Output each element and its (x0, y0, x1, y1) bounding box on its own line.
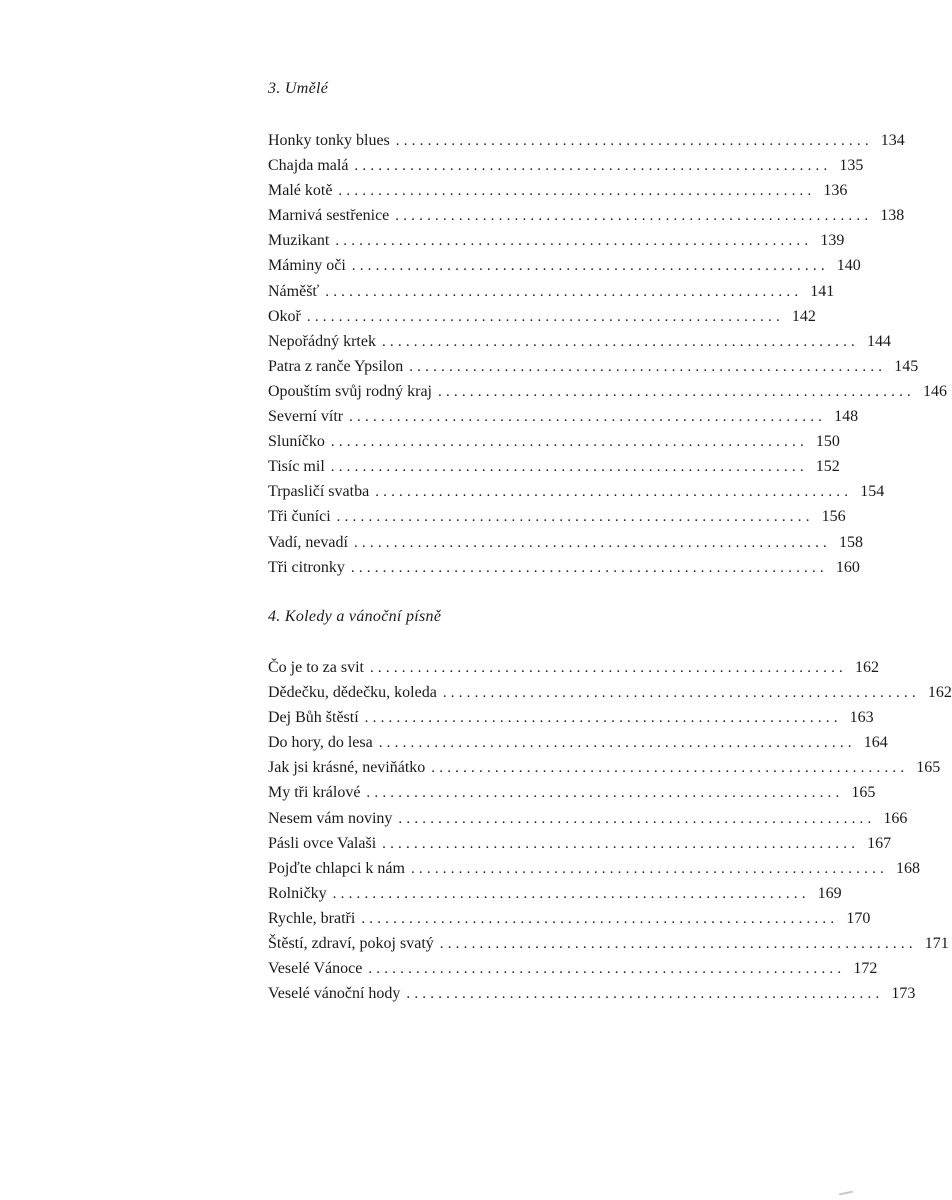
toc-entry-page-number: 160 (835, 558, 860, 576)
toc-entry (268, 178, 848, 203)
toc-entry-title: Malé kotě (268, 182, 333, 200)
toc-entry (268, 128, 905, 153)
toc-entry-title: Dědečku, dědečku, koleda (268, 684, 437, 702)
toc-entry-page-number: 171 (924, 935, 949, 953)
dot-leader: ............................................................ (381, 333, 859, 350)
toc-entry-page-number: 158 (838, 533, 863, 551)
dot-leader: ............................................................ (353, 534, 831, 551)
dot-leader: ............................................................ (332, 885, 810, 902)
toc-entry (268, 253, 861, 278)
toc-entry (268, 931, 949, 956)
toc-entry (268, 655, 879, 680)
dot-leader: ............................................................ (330, 459, 808, 476)
section-heading-koledy: 4. Koledy a vánoční písně (268, 608, 442, 625)
toc-entry (268, 956, 878, 981)
toc-entry-title: Severní vítr (268, 408, 344, 426)
toc-entry (268, 780, 876, 805)
toc-entry-page-number: 139 (820, 232, 845, 250)
toc-entry-page-number: 145 (894, 357, 919, 375)
toc-entry-title: Nesem vám noviny (268, 809, 393, 827)
toc-entry (268, 504, 846, 529)
toc-entry (268, 304, 816, 329)
dot-leader: ............................................................ (375, 484, 853, 501)
toc-entry-title: Veselé Vánoce (268, 960, 363, 978)
toc-entry-page-number: 165 (851, 784, 876, 802)
toc-entry-title: Dej Bůh štěstí (268, 709, 359, 727)
dot-leader: ............................................................ (364, 710, 842, 727)
toc-entry-title: Tři čuníci (268, 508, 331, 526)
toc-entry (268, 730, 888, 755)
dot-leader: ............................................................ (431, 760, 909, 777)
toc-entry-title: Trpasličí svatba (268, 483, 370, 501)
toc-entry (268, 203, 905, 228)
toc-entry (268, 228, 845, 253)
dot-leader: ............................................................ (442, 685, 920, 702)
toc-entry-page-number: 162 (854, 659, 879, 676)
toc-entry-title: Nepořádný krtek (268, 332, 376, 350)
dot-leader: ............................................................ (395, 133, 873, 149)
toc-entry-page-number: 148 (834, 408, 859, 426)
dot-leader: ............................................................ (354, 158, 832, 175)
toc-entry-title: Honky tonky blues (268, 132, 390, 149)
toc-entry (268, 755, 941, 780)
toc-entry (268, 856, 920, 881)
toc-entry (268, 354, 919, 379)
toc-entry-page-number: 136 (823, 182, 848, 200)
dot-leader: ............................................................ (361, 910, 839, 927)
toc-entry-page-number: 162 (927, 684, 952, 702)
toc-entry (268, 680, 952, 705)
dot-leader: ............................................................ (439, 936, 917, 953)
toc-entry-page-number: 135 (839, 157, 864, 175)
toc-entry-page-number: 156 (821, 508, 846, 526)
dot-leader: ............................................................ (410, 860, 888, 877)
toc-entry-page-number: 154 (860, 483, 885, 501)
dot-leader: ............................................................ (325, 283, 803, 300)
toc-entry-page-number: 164 (863, 734, 888, 752)
toc-entry-page-number: 173 (891, 985, 916, 1003)
dot-leader: ............................................................ (351, 258, 829, 275)
toc-entry-title: Rolničky (268, 884, 327, 902)
toc-entry (268, 479, 885, 504)
dot-leader: ............................................................ (438, 383, 915, 400)
toc-entry-title: Tři citronky (268, 558, 345, 576)
toc-entry-title: Sluníčko (268, 433, 325, 451)
toc-entry-page-number: 170 (846, 909, 871, 927)
toc-entry-page-number: 163 (849, 709, 874, 727)
toc-entry-page-number: 150 (815, 433, 840, 451)
toc-entry-page-number: 140 (836, 257, 861, 275)
dot-leader: ............................................................ (330, 434, 808, 451)
toc-entry-title: Vadí, nevadí (268, 533, 348, 551)
toc-entry-title: Pásli ovce Valaši (268, 834, 377, 852)
toc-entry-page-number: 168 (895, 859, 920, 877)
toc-entry-page-number: 141 (810, 282, 835, 300)
toc-entry (268, 881, 842, 906)
dot-leader: ............................................................ (349, 409, 827, 426)
section-heading-umele: 3. Umělé (268, 80, 329, 97)
scan-edge-mark (839, 1191, 853, 1196)
toc-entry (268, 279, 835, 304)
toc-entry-page-number: 166 (883, 809, 908, 827)
dot-leader: ............................................................ (395, 208, 873, 225)
dot-leader: ............................................................ (335, 233, 813, 250)
toc-entry-title: Čo je to za svit (268, 659, 364, 676)
toc-entry-page-number: 169 (817, 884, 842, 902)
dot-leader: ............................................................ (338, 183, 816, 200)
toc-entry (268, 379, 947, 404)
toc-entry-title: Jak jsi krásné, neviňátko (268, 759, 426, 777)
toc-entry-page-number: 172 (853, 960, 878, 978)
toc-entry-page-number: 152 (815, 458, 840, 476)
dot-leader: ............................................................ (350, 559, 828, 576)
toc-entry-title: Veselé vánoční hody (268, 985, 401, 1003)
dot-leader: ............................................................ (398, 810, 876, 827)
dot-leader: ............................................................ (368, 961, 846, 978)
dot-leader: ............................................................ (369, 660, 847, 676)
toc-entry (268, 806, 908, 831)
toc-entry (268, 404, 859, 429)
toc-entry-page-number: 142 (791, 307, 816, 325)
toc-entry-title: Chajda malá (268, 157, 349, 175)
dot-leader: ............................................................ (409, 358, 887, 375)
toc-entry-page-number: 134 (880, 132, 905, 149)
dot-leader: ............................................................ (406, 986, 884, 1003)
toc-entry-title: Náměšť (268, 282, 320, 300)
toc-entry-page-number: 165 (916, 759, 941, 777)
toc-entry (268, 530, 863, 555)
toc-entry-title: Pojďte chlapci k nám (268, 859, 405, 877)
toc-list-umele (268, 128, 947, 580)
toc-entry-title: Patra z ranče Ypsilon (268, 357, 404, 375)
toc-entry-title: Do hory, do lesa (268, 734, 373, 752)
toc-entry (268, 329, 891, 354)
toc-entry-page-number: 146 (923, 382, 947, 400)
toc-entry (268, 831, 892, 856)
toc-entry-title: Muzikant (268, 232, 330, 250)
dot-leader: ............................................................ (366, 785, 844, 802)
toc-list-koledy (268, 655, 952, 1006)
toc-entry (268, 906, 871, 931)
toc-entry (268, 429, 840, 454)
dot-leader: ............................................................ (306, 308, 784, 325)
toc-entry-title: Opouštím svůj rodný kraj (268, 382, 432, 400)
dot-leader: ............................................................ (382, 835, 860, 852)
dot-leader: ............................................................ (336, 509, 814, 526)
toc-entry (268, 454, 840, 479)
toc-entry (268, 981, 916, 1006)
toc-entry-title: Máminy oči (268, 257, 346, 275)
dot-leader: ............................................................ (378, 735, 856, 752)
toc-entry (268, 153, 864, 178)
toc-entry (268, 555, 860, 580)
toc-entry-title: Okoř (268, 307, 301, 325)
toc-entry-page-number: 167 (867, 834, 892, 852)
toc-entry-page-number: 138 (880, 207, 905, 225)
toc-entry-title: Rychle, bratři (268, 909, 356, 927)
toc-entry-title: My tři králové (268, 784, 361, 802)
toc-entry-page-number: 144 (866, 332, 891, 350)
toc-entry-title: Marnivá sestřenice (268, 207, 390, 225)
toc-entry-title: Tisíc mil (268, 458, 325, 476)
toc-entry-title: Štěstí, zdraví, pokoj svatý (268, 935, 434, 953)
toc-entry (268, 705, 874, 730)
